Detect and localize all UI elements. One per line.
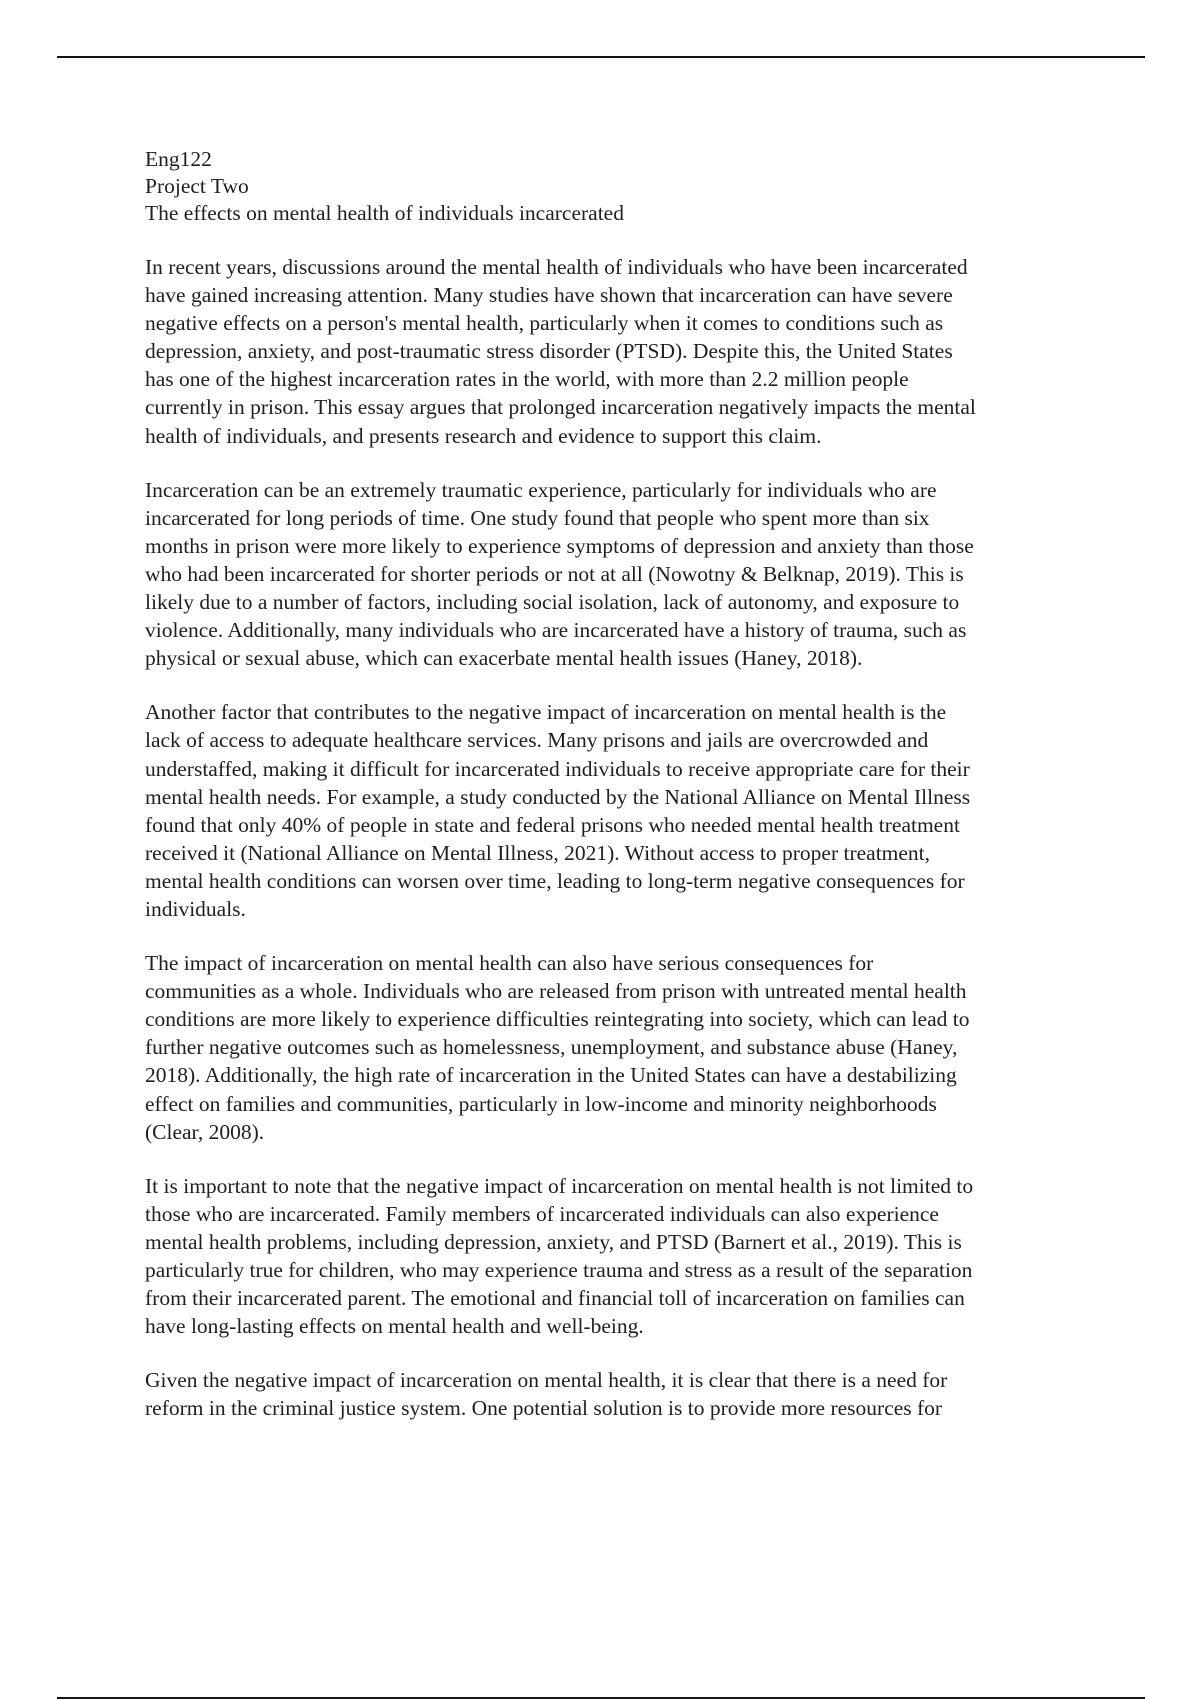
essay-title: The effects on mental health of individuals incarcerated — [145, 201, 624, 225]
paragraph-line: incarcerated for long periods of time. One study found that people who spent more than six — [145, 505, 930, 530]
paragraph-line: (Clear, 2008). — [145, 1119, 265, 1144]
paragraph-line: further negative outcomes such as homelessness, unemployment, and substance abuse (Haney, — [145, 1035, 958, 1060]
paragraph-line: from their incarcerated parent. The emotional and financial toll of incarceration on families can — [145, 1286, 965, 1311]
paragraph-line: health of individuals, and presents research and evidence to support this claim. — [145, 423, 822, 448]
paragraph-4 — [145, 949, 1085, 1146]
paragraph-3 — [145, 698, 1085, 923]
paragraph-line: mental health needs. For example, a study conducted by the National Alliance on Mental Illness — [145, 784, 971, 809]
paragraph-line: likely due to a number of factors, including social isolation, lack of autonomy, and exposure to — [145, 590, 960, 615]
paragraph-line: depression, anxiety, and post-traumatic stress disorder (PTSD). Despite this, the United States — [145, 339, 953, 364]
paragraph-line: Given the negative impact of incarceration on mental health, it is clear that there is a need for — [145, 1368, 948, 1393]
paragraph-line: currently in prison. This essay argues that prolonged incarceration negatively impacts the mental — [145, 395, 976, 420]
paragraph-line: lack of access to adequate healthcare services. Many prisons and jails are overcrowded and — [145, 728, 929, 753]
paragraph-line: The impact of incarceration on mental health can also have serious consequences for — [145, 951, 874, 976]
paragraph-2 — [145, 476, 1085, 673]
paragraph-line: particularly true for children, who may experience trauma and stress as a result of the separation — [145, 1258, 973, 1282]
paragraph-line: those who are incarcerated. Family members of incarcerated individuals can also experience — [145, 1201, 939, 1226]
paragraph-line: Incarceration can be an extremely traumatic experience, particularly for individuals who are — [145, 477, 937, 502]
paragraph-line: Another factor that contributes to the negative impact of incarceration on mental health is the — [145, 700, 947, 725]
course-code: Eng122 — [145, 147, 212, 171]
essay-body — [145, 253, 1085, 1422]
paragraph-line: conditions are more likely to experience difficulties reintegrating into society, which can lead to — [145, 1007, 970, 1032]
paragraph-line: found that only 40% of people in state and federal prisons who needed mental health treatment — [145, 812, 960, 837]
paragraph-line: mental health problems, including depression, anxiety, and PTSD (Barnert et al., 2019). This is — [145, 1229, 962, 1254]
paragraph-line: communities as a whole. Individuals who are released from prison with untreated mental health — [145, 979, 967, 1004]
paragraph-line: mental health conditions can worsen over time, leading to long-term negative consequences for — [145, 868, 965, 893]
paragraph-line: have gained increasing attention. Many studies have shown that incarceration can have severe — [145, 283, 953, 308]
paragraph-line: who had been incarcerated for shorter periods or not at all (Nowotny & Belknap, 2019). This is — [145, 561, 964, 586]
paragraph-1 — [145, 253, 1085, 450]
document-page — [145, 146, 1085, 1422]
paragraph-line: In recent years, discussions around the mental health of individuals who have been incarcerated — [145, 255, 968, 279]
paragraph-line: reform in the criminal justice system. One potential solution is to provide more resources for — [145, 1396, 943, 1421]
paragraph-line: has one of the highest incarceration rates in the world, with more than 2.2 million people — [145, 367, 909, 392]
paragraph-line: 2018). Additionally, the high rate of incarceration in the United States can have a destabilizing — [145, 1063, 957, 1088]
paragraph-line: physical or sexual abuse, which can exacerbate mental health issues (Haney, 2018). — [145, 646, 863, 671]
paragraph-line: understaffed, making it difficult for incarcerated individuals to receive appropriate care for their — [145, 756, 970, 781]
top-divider — [57, 56, 1145, 58]
paragraph-5 — [145, 1172, 1085, 1341]
bottom-divider — [57, 1697, 1145, 1699]
paragraph-line: have long-lasting effects on mental health and well-being. — [145, 1314, 644, 1339]
paragraph-line: negative effects on a person's mental health, particularly when it comes to conditions such as — [145, 311, 944, 336]
paragraph-line: individuals. — [145, 896, 246, 921]
paragraph-line: months in prison were more likely to experience symptoms of depression and anxiety than those — [145, 533, 974, 558]
document-header — [145, 146, 1085, 227]
project-name: Project Two — [145, 174, 249, 198]
paragraph-line: effect on families and communities, particularly in low-income and minority neighborhoods — [145, 1091, 937, 1116]
paragraph-line: It is important to note that the negative impact of incarceration on mental health is not limited to — [145, 1173, 974, 1198]
paragraph-line: received it (National Alliance on Mental Illness, 2021). Without access to proper treatment, — [145, 840, 931, 865]
paragraph-line: violence. Additionally, many individuals who are incarcerated have a history of trauma, such as — [145, 618, 967, 643]
paragraph-6 — [145, 1366, 1085, 1422]
